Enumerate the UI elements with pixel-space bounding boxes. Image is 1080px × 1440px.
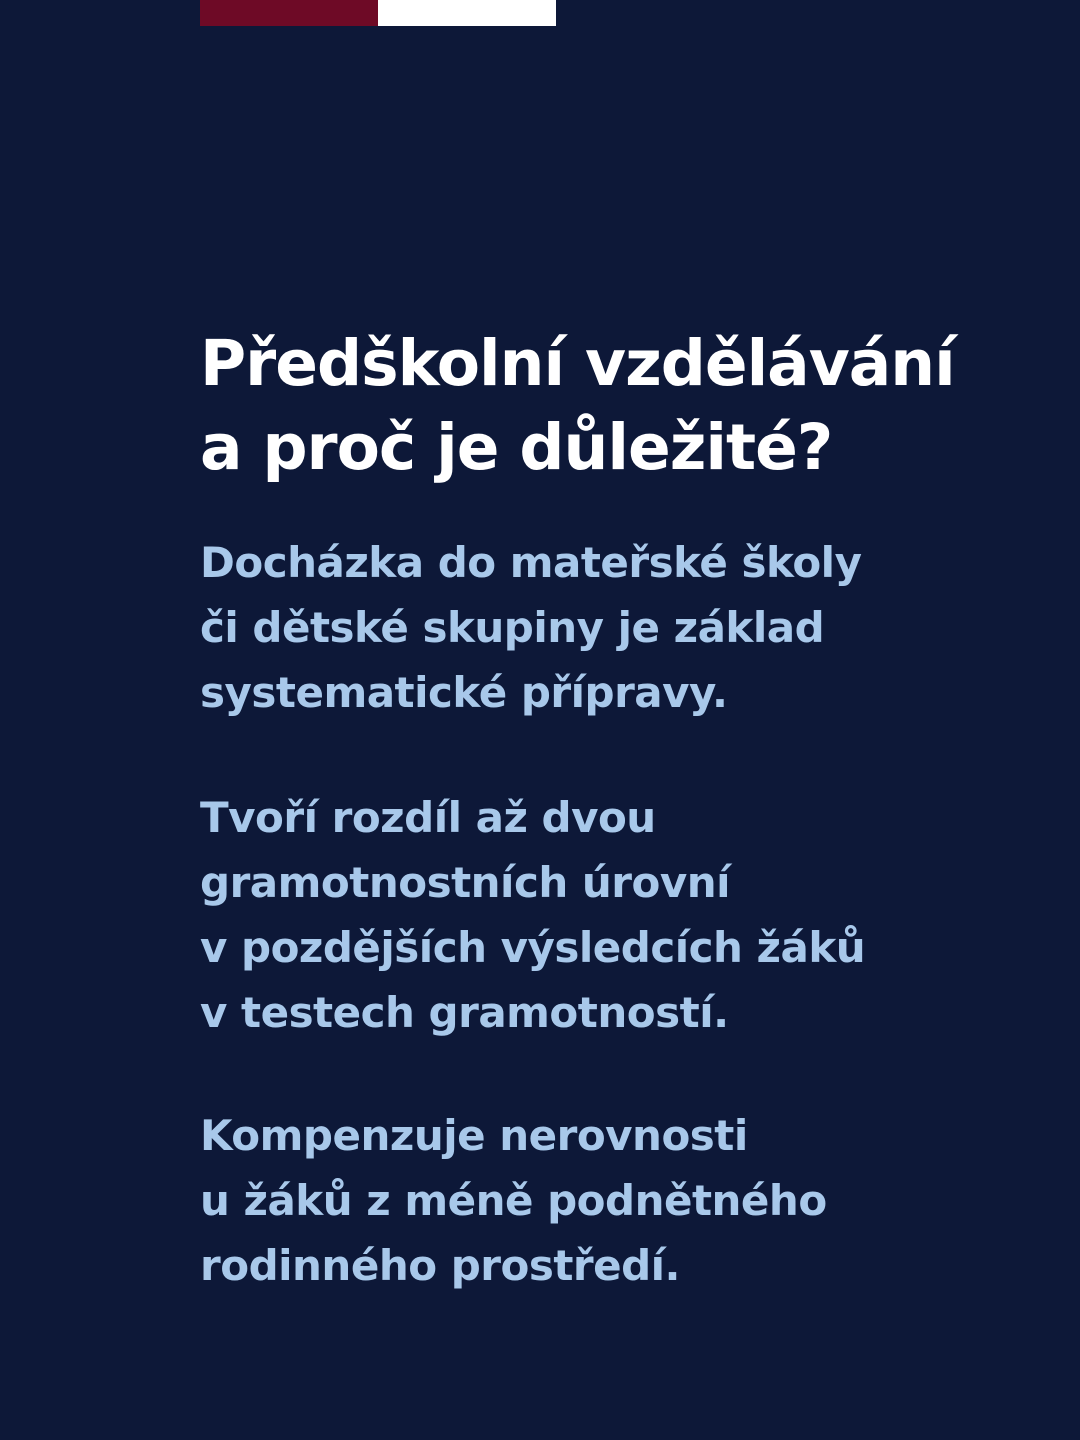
flag-stripe-red (200, 0, 378, 26)
paragraph-line: Docházka do mateřské školy (200, 538, 862, 587)
flag-stripe (200, 0, 556, 26)
page-title (200, 322, 1020, 490)
paragraph-line: gramotnostních úrovní (200, 858, 731, 907)
title-line: a proč je důležité? (200, 411, 833, 484)
paragraph-line: systematické přípravy. (200, 668, 728, 717)
paragraph-line: či dětské skupiny je základ (200, 603, 825, 652)
paragraph-inequality (200, 1103, 1020, 1298)
main-content (200, 322, 1020, 1298)
title-line: Předškolní vzdělávání (200, 327, 955, 400)
paragraph-line: Kompenzuje nerovnosti (200, 1111, 748, 1160)
paragraph-attendance (200, 530, 1020, 725)
paragraph-line: rodinného prostředí. (200, 1241, 681, 1290)
flag-stripe-white (378, 0, 556, 26)
paragraph-line: v pozdějších výsledcích žáků (200, 923, 866, 972)
paragraph-literacy (200, 785, 1020, 1045)
paragraph-line: Tvoří rozdíl až dvou (200, 793, 656, 842)
paragraph-line: u žáků z méně podnětného (200, 1176, 827, 1225)
paragraph-line: v testech gramotností. (200, 988, 729, 1037)
